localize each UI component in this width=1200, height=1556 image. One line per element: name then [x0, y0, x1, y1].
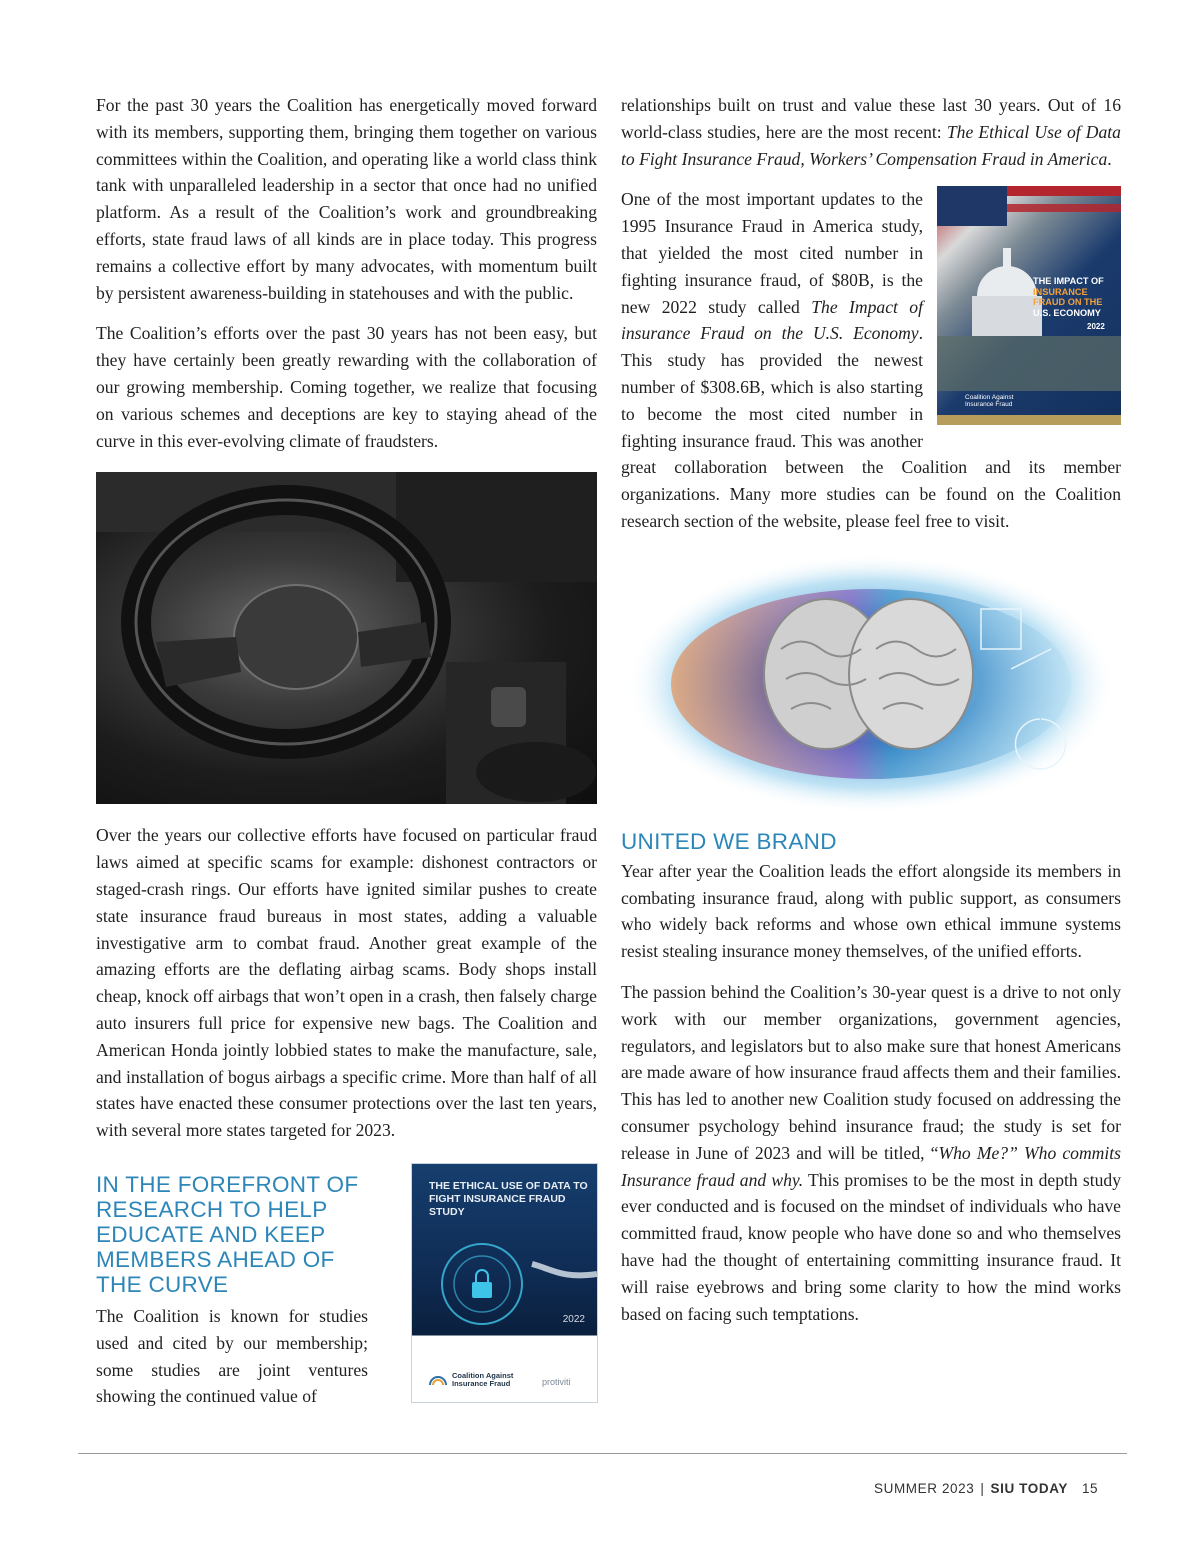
ethical-use-study-cover	[412, 1164, 597, 1402]
impact-cover-title: THE IMPACT OF INSURANCE FRAUD ON THE U.S. ECONOMY	[1033, 276, 1104, 318]
right-column	[621, 92, 1121, 1341]
footer-page-number: 15	[1081, 1481, 1099, 1496]
brain-icon	[621, 549, 1121, 819]
coalition-logo-icon	[428, 1373, 448, 1387]
united-heading: UNITED WE BRAND	[621, 828, 837, 854]
forefront-section	[96, 1172, 597, 1410]
footer-issue: SUMMER 2023	[874, 1481, 975, 1496]
ethical-cover-partner: protiviti	[542, 1376, 571, 1387]
footer-divider	[78, 1453, 1127, 1454]
left-column	[96, 92, 597, 1424]
footer-magazine: SIU TODAY	[990, 1481, 1068, 1496]
impact-cover-band	[937, 415, 1121, 425]
page-footer	[874, 1481, 1098, 1496]
right-paragraph-3: Year after year the Coalition leads the effort alongside its members in combating insurance fraud, along with public support, as consumers who widely back reforms and whose own ethical immune systems resist stealing insurance money themselves, of the unified efforts.	[621, 860, 1121, 962]
steering-wheel-icon	[96, 472, 597, 804]
impact-cover-year: 2022	[1087, 322, 1105, 332]
left-paragraph-3: Over the years our collective efforts have focused on particular fraud laws aimed at specific scams for example: dishonest contractors or staged-crash rings. Our efforts have ignited similar pushes to create state insurance fraud bureaus in most states, adding a valuable investigative arm to combat fraud. Another great example of the amazing efforts are the deflating airbag scams. Body shops install cheap, knock off airbags that won’t open in a crash, then falsely charge auto insurers full price for expensive new bags. The Coalition and American Honda jointly lobbied states to make the manufacture, sale, and installation of bogus airbags a specific crime. More than half of all states have enacted these consumer protections over the last ten years, with several more states targeted for 2023.	[96, 825, 597, 1141]
right-paragraph-2: One of the most important updates to the 1995 Insurance Fraud in America study, that yielded the most cited number in fighting insurance fraud, of $80B, is the new 2022 study called The Impact of insurance Fraud on the U.S. Economy. This study has provided the newest number of $308.6B, which is also starting to become the most cited number in fighting insurance fraud. This was another great collaboration between the Coalition and its member organizations. Many more studies can be found on the Coalition research section of the website, please feel free to visit.	[621, 189, 1121, 531]
impact-cover-org: Coalition Against Insurance Fraud	[965, 394, 1014, 409]
ethical-cover-org: Coalition Against Insurance Fraud	[452, 1370, 514, 1389]
forefront-paragraph: The Coalition is known for studies used and cited by our membership; some studies are joint ventures showing the continued value of	[96, 1305, 368, 1407]
ethical-cover-title: THE ETHICAL USE OF DATA TO FIGHT INSURANCE FRAUD STUDY	[429, 1179, 588, 1218]
right-paragraph-4: The passion behind the Coalition’s 30-year quest is a drive to not only work with our member organizations, government agencies, regulators, and legislators but to also make sure that honest Americans are made aware of how insurance fraud affects them and their families. This has led to another new Coalition study focused on addressing the consumer psychology behind insurance fraud; the study is set for release in June of 2023 and will be titled, “Who Me?” Who commits Insurance fraud and why. This promises to be the most in depth study ever conducted and is focused on the mindset of individuals who have committed fraud, know people who have done so and who themselves have had the thought of entertaining committing insurance fraud. It will raise eyebrows and bring some clarity to how the mind works based on facing such temptations.	[621, 981, 1122, 1324]
ethical-cover-year: 2022	[562, 1313, 585, 1325]
forefront-text-block	[96, 1172, 368, 1410]
left-paragraph-2: The Coalition’s efforts over the past 30 years has not been easy, but they have certainly been greatly rewarding with the collaboration of our growing membership. Coming together, we realize that focusing on various schemes and deceptions are key to staying ahead of the curve in this ever-evolving climate of fraudsters.	[96, 323, 597, 451]
right-paragraph-1: relationships built on trust and value these last 30 years. Out of 16 world-class studies, here are the most recent: The Ethical Use of Data to Fight Insurance Fraud, Workers’ Compensation Fraud in America.	[621, 95, 1121, 169]
forefront-heading: IN THE FOREFRONT OF RESEARCH TO HELP EDUCATE AND KEEP MEMBERS AHEAD OF THE CURVE	[96, 1171, 359, 1297]
impact-study-cover	[937, 186, 1121, 425]
car-interior-photo	[96, 472, 597, 804]
brain-illustration	[621, 549, 1121, 819]
united-we-brand-section	[621, 829, 1121, 1328]
footer-separator: |	[980, 1481, 985, 1496]
impact-study-block	[621, 186, 1121, 534]
left-paragraph-1: For the past 30 years the Coalition has energetically moved forward with its members, supporting them, bringing them together on various committees within the Coalition, and operating like a world class think tank with unparalleled leadership in a sector that once had no unified platform. As a result of the Coalition’s work and groundbreaking efforts, state fraud laws of all kinds are in place today. This progress remains a collective effort by many advocates, with momentum built by persistent awareness-building in statehouses and with the public.	[96, 95, 597, 303]
